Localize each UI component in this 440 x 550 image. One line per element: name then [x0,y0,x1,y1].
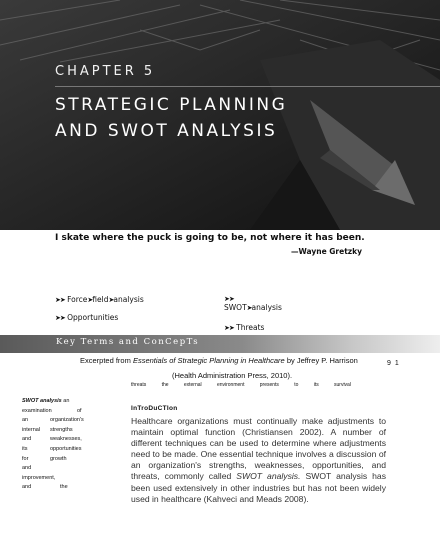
excerpt-source: Excerpted from Essentials of Strategic Planning in Healthcare by Jeffrey P. Harrison [80,356,358,365]
publisher-line: (Health Administration Press, 2010). [172,371,293,380]
page-number: 9 1 [387,360,400,367]
key-term-swot: ➤➤ SWOT➤analysis [224,295,282,312]
epigraph-attribution: —Wayne Gretzky [291,247,363,256]
arrow-bullet-icon: ➤➤ [55,296,65,304]
epigraph-quote: I skate where the puck is going to be, not where it has been. [55,233,365,243]
title-line-1: STRATEGIC PLANNING [55,95,288,115]
chapter-label: CHAPTER 5 [55,64,156,79]
arrow-icon: ➤ [87,296,93,304]
continued-text-line: threats the external environment presents to its survival [131,382,351,388]
arrow-bullet-icon: ➤➤ [224,295,234,303]
intro-paragraph: Healthcare organizations must continually make adjustments to maintain optimal function (Christiansen 2002). A number of different techniques can be used to determine where adjustments need to be made. One essential technique involves a discussion of an organization's strengths, weaknesses, opportunities, and threats, commonly called SWOT analysis. SWOT analysis has been used extensively in other industries but has not been widely used in healthcare (Kahveci and Meads 2008). [131,416,386,504]
chapter-hero-image [0,0,440,230]
arrow-icon: ➤ [108,296,114,304]
key-terms-band [0,335,440,353]
key-term-opportunities: ➤➤ Opportunities [55,313,119,322]
swot-emphasis: SWOT analysis. [236,471,301,482]
book-title: Essentials of Strategic Planning in Healthcare [132,356,285,365]
title-rule [55,86,440,87]
margin-definition: SWOT analysis an examination of an organization's internal strengths and weaknesses, its opportunities for growth and improvement, and the [22,397,117,493]
chapter-title [55,92,287,144]
arrow-bullet-icon: ➤➤ [55,314,65,322]
key-term-threats: ➤➤ Threats [224,323,265,332]
definition-body: examination of an organization's internal strengths and weaknesses, its opportunities for growth and improvement, and the [22,407,84,491]
arrow-icon: ➤ [246,304,252,312]
key-terms-heading: Key Terms and ConCepTs [56,337,200,347]
definition-term: SWOT analysis [22,398,62,404]
title-line-2: AND SWOT ANALYSIS [55,121,278,141]
key-term-force-field: ➤➤ Force➤field➤analysis [55,295,144,304]
arrow-bullet-icon: ➤➤ [224,324,234,332]
section-heading: InTroDuCTIon [131,405,178,412]
